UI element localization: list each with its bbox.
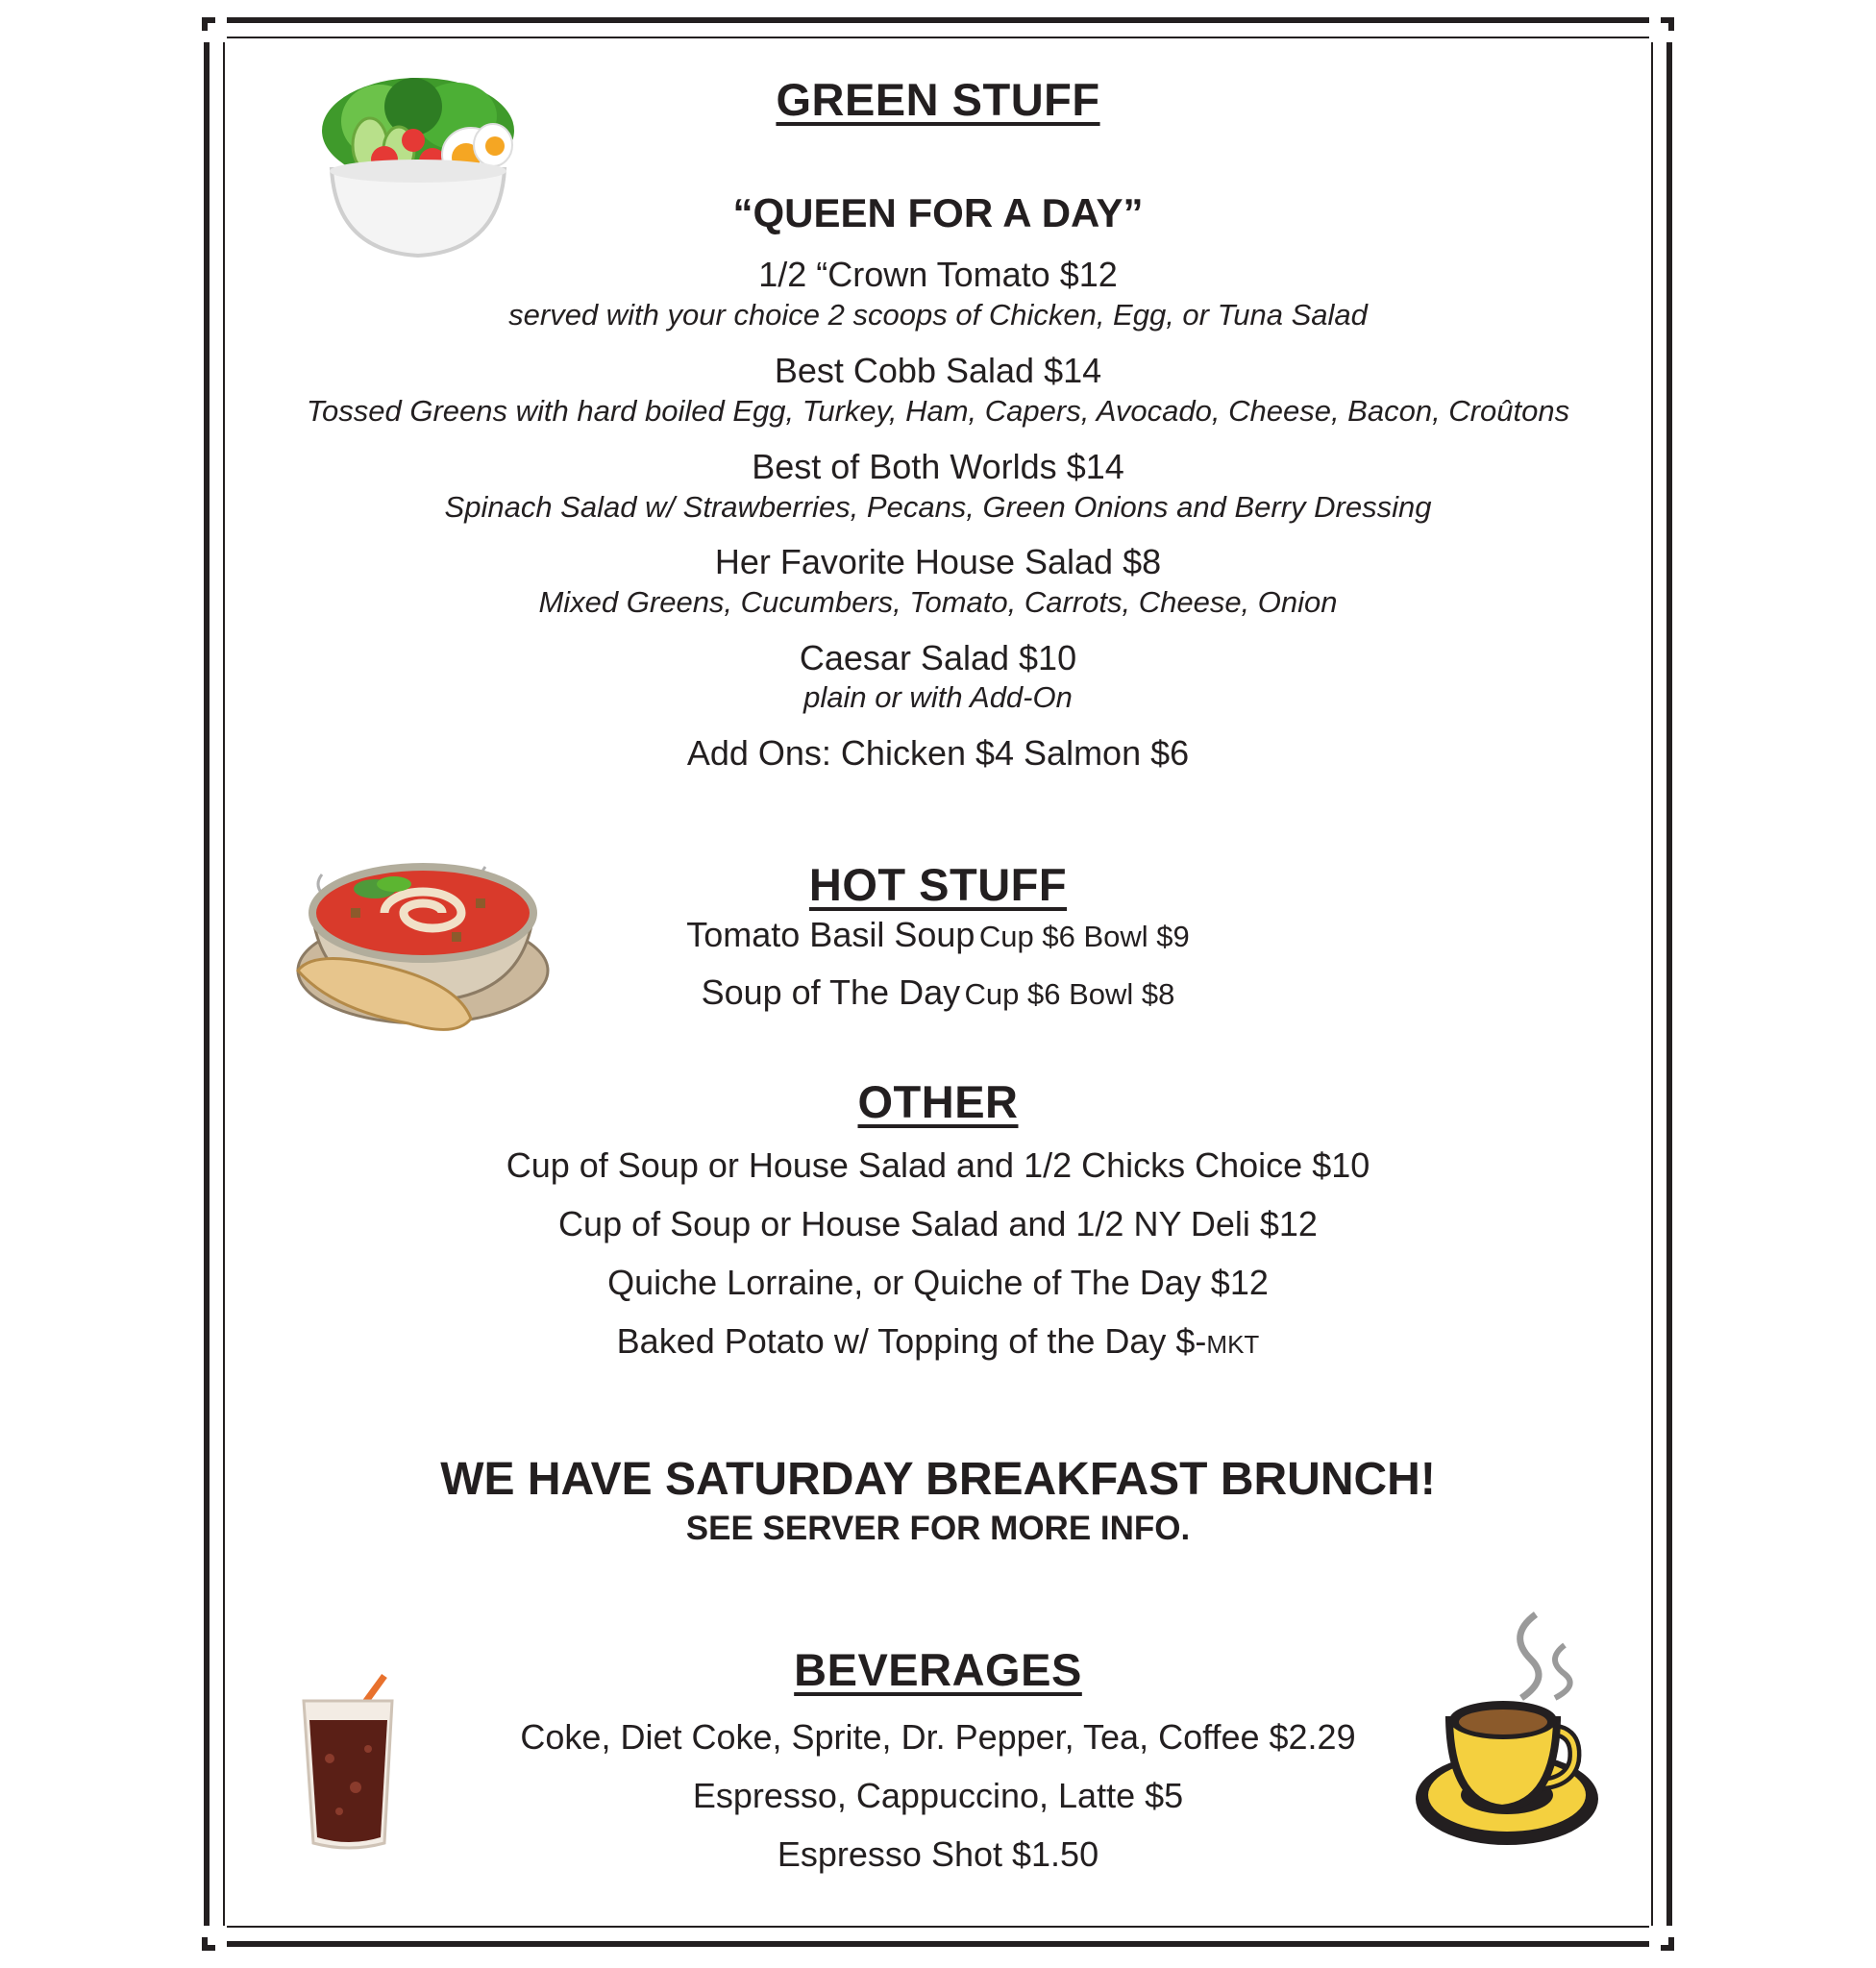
item-name: Espresso Shot: [777, 1834, 1002, 1874]
item-name: 1/2 “Crown Tomato: [758, 255, 1050, 294]
item-price: Cup $6 Bowl $8: [964, 977, 1175, 1011]
item-price: Cup $6 Bowl $9: [978, 920, 1190, 953]
beverages-heading: BEVERAGES: [794, 1644, 1082, 1695]
menu-item: [269, 972, 1607, 1013]
item-description: served with your choice 2 scoops of Chicken, Egg, or Tuna Salad: [508, 298, 1368, 332]
other-heading: OTHER: [857, 1076, 1019, 1127]
item-name: Caesar Salad: [799, 638, 1010, 677]
item-name: Espresso, Cappuccino, Latte: [692, 1776, 1136, 1815]
item-price: $14: [1044, 351, 1102, 390]
item-name: Her Favorite House Salad: [714, 542, 1114, 581]
item-price: $12: [1059, 255, 1118, 294]
green-stuff-heading: GREEN STUFF: [776, 74, 1100, 125]
item-price: $10: [1312, 1145, 1370, 1185]
item-name: Soup of The Day: [701, 972, 961, 1012]
menu-item: [269, 447, 1607, 487]
item-name: Baked Potato w/ Topping of the Day: [616, 1321, 1167, 1361]
item-price: $-: [1175, 1321, 1207, 1361]
add-ons-line: Add Ons: Chicken $4 Salmon $6: [686, 733, 1190, 773]
menu-item: [269, 351, 1607, 391]
item-name: Quiche Lorraine, or Quiche of The Day: [607, 1263, 1201, 1302]
menu-item: [269, 1717, 1607, 1758]
item-price: $12: [1210, 1263, 1269, 1302]
queen-for-a-day-subheading: “QUEEN FOR A DAY”: [732, 190, 1144, 235]
menu-item: [269, 1145, 1607, 1186]
brunch-note: SEE SERVER FOR MORE INFO.: [685, 1510, 1191, 1547]
menu-item: [269, 1263, 1607, 1303]
item-description: Spinach Salad w/ Strawberries, Pecans, Green Onions and Berry Dressing: [444, 490, 1432, 524]
item-description: Tossed Greens with hard boiled Egg, Turkey, Ham, Capers, Avocado, Cheese, Bacon, Croûtons: [306, 394, 1570, 428]
corner-ornament-icon: [1649, 1926, 1678, 1955]
menu-item: [269, 1834, 1607, 1875]
item-name: Best Cobb Salad: [774, 351, 1035, 390]
corner-ornament-icon: [1649, 13, 1678, 42]
item-price: $10: [1019, 638, 1077, 677]
item-name: Tomato Basil Soup: [686, 915, 975, 954]
menu-item: [269, 1321, 1607, 1362]
menu-item: [269, 1204, 1607, 1244]
menu-item: [269, 915, 1607, 955]
menu-item: [269, 255, 1607, 295]
menu-item: [269, 638, 1607, 678]
item-price: $5: [1145, 1776, 1184, 1815]
menu-item: [269, 1776, 1607, 1816]
item-name: Coke, Diet Coke, Sprite, Dr. Pepper, Tea, Coffee: [520, 1717, 1260, 1757]
item-description: Mixed Greens, Cucumbers, Tomato, Carrots, Cheese, Onion: [538, 585, 1338, 619]
soda-glass-icon: [296, 1672, 402, 1855]
item-description: plain or with Add-On: [803, 680, 1073, 714]
item-price: $1.50: [1012, 1834, 1099, 1874]
item-price: $12: [1259, 1204, 1318, 1243]
brunch-headline: WE HAVE SATURDAY BREAKFAST BRUNCH!: [440, 1454, 1436, 1505]
hot-stuff-heading: HOT STUFF: [808, 859, 1068, 910]
menu-item: [269, 542, 1607, 582]
corner-ornament-icon: [198, 1926, 227, 1955]
corner-ornament-icon: [198, 13, 227, 42]
item-name: Cup of Soup or House Salad and 1/2 NY Deli: [558, 1204, 1250, 1243]
item-price-suffix: MKT: [1206, 1330, 1260, 1359]
item-name: Cup of Soup or House Salad and 1/2 Chicks Choice: [506, 1145, 1303, 1185]
item-name: Best of Both Worlds: [752, 447, 1057, 486]
item-price: $2.29: [1269, 1717, 1356, 1757]
item-price: $8: [1123, 542, 1162, 581]
item-price: $14: [1066, 447, 1124, 486]
